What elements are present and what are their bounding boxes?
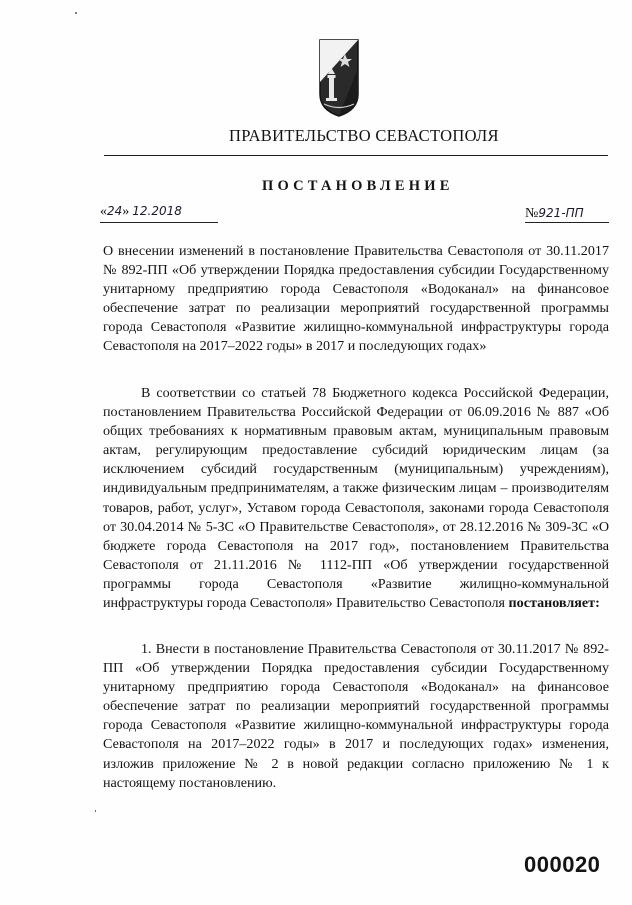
- date-month-year: 12.2018: [132, 204, 182, 218]
- document-number: [525, 204, 609, 223]
- date-open-quote: «: [100, 204, 107, 219]
- resolution-verb: постановляет:: [508, 595, 600, 612]
- government-name: ПРАВИТЕЛЬСТВО СЕВАСТОПОЛЯ: [229, 126, 499, 145]
- number-value: 921-ПП: [538, 206, 584, 220]
- preamble-paragraph: [103, 384, 609, 613]
- sheet-number-stamp: 000020: [524, 852, 601, 877]
- document-date: [100, 204, 218, 223]
- header-rule: [104, 155, 608, 156]
- scan-speck: [75, 12, 77, 14]
- document-type-title: ПОСТАНОВЛЕНИЕ: [262, 178, 454, 194]
- item-1-paragraph: 1. Внести в постановление Правительства Севастополя от 30.11.2017 № 892-ПП «Об утверждении Порядка предоставления субсидии Государственному унитарному предприятию города Севастополя «Водоканал» на финансовое обеспечение затрат по реализации мероприятий государственной программы города Севастополя «Развитие жилищно-коммунальной инфраструктуры города Севастополя на 2017–2022 годы» в 2017 и последующих годах» изменения, изложив приложение № 2 в новой редакции согласно приложению № 1 к настоящему постановлению.: [103, 641, 609, 791]
- number-sign: №: [525, 206, 539, 221]
- coat-of-arms-icon: [318, 38, 360, 118]
- preamble-text: В соответствии со статьей 78 Бюджетного кодекса Российской Федерации, постановлением Правительства Российской Федерации от 06.09.2016 № 887 «Об общих требованиях к нормативным правовым актам, муниципальным правовым актам, регулирующим предоставление субсидий юридическим лицам (за исключением субсидий государственным (муниципальным) учреждениям), индивидуальным предпринимателям, а также физическим лицам – производителям товаров, работ, услуг», Уставом города Севастополя, законами города Севастополя от 30.04.2014 № 5-ЗС «О Правительстве Севастополя», от 28.12.2016 № 309-ЗС «О бюджете города Севастополя на 2017 год», постановлением Правительства Севастополя от 21.11.2016 № 1112-ПП «Об утверждении государственной программы города Севастополя «Развитие жилищно-коммунальной инфраструктуры города Севастополя» Правительство Севастополя: [103, 385, 609, 612]
- date-day: 24: [107, 204, 123, 218]
- date-close-quote: »: [122, 204, 130, 219]
- scan-speck: [95, 810, 96, 812]
- document-subject: О внесении изменений в постановление Правительства Севастополя от 30.11.2017 № 892-ПП «Об утверждении Порядка предоставления субсидии Государственному унитарному предприятию города Севастополя «Водоканал» на финансовое обеспечение затрат по реализации мероприятий государственной программы города Севастополя «Развитие жилищно-коммунальной инфраструктуры города Севастополя на 2017–2022 годы» в 2017 и последующих годах»: [103, 243, 609, 355]
